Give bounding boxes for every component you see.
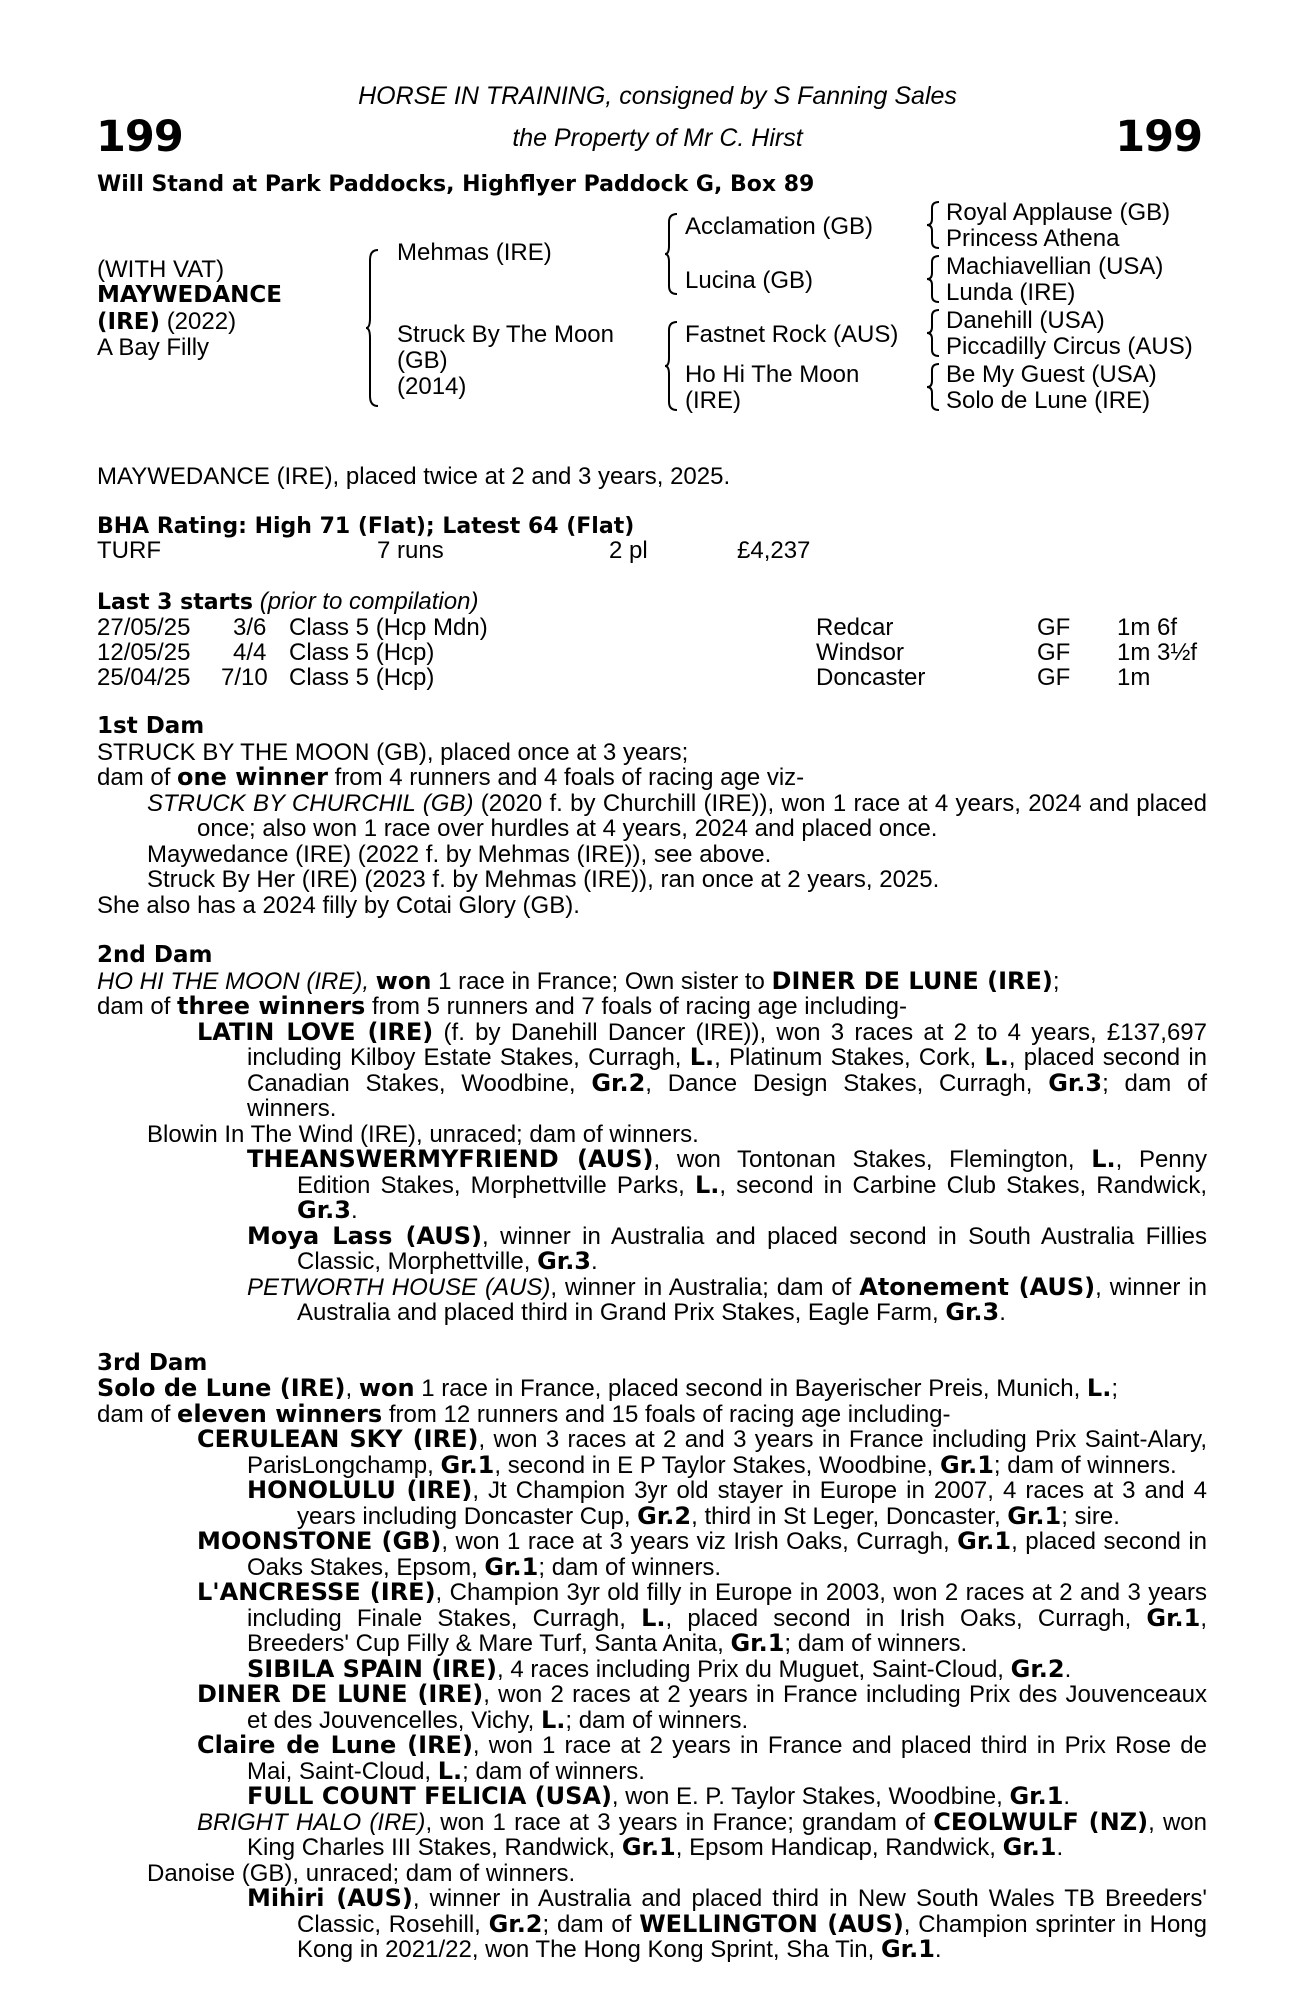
dam-line2: (GB)	[397, 347, 448, 374]
stand-location: Will Stand at Park Paddocks, Highflyer Paddock G, Box 89	[97, 172, 815, 197]
dam3-produce-cerulean: CERULEAN SKY (IRE), won 3 races at 2 and 3 years in France including Prix Saint-Alary, ParisLongchamp, Gr.1, second in E P Taylor Stakes, Woodbine, Gr.1; dam of winners.	[197, 1425, 1208, 1479]
dam-sire: Fastnet Rock (AUS)	[685, 321, 899, 348]
dam2-produce-latin-love: LATIN LOVE (IRE) (f. by Danehill Dancer (IRE)), won 3 races at 2 to 4 years, £137,697 including Kilboy Estate Stakes, Curragh, L., Platinum Stakes, Cork, L., placed second in Canadian Stakes, Woodbine, Gr.2, Dance Design Stakes, Curragh, Gr.3; dam of winners.	[197, 1017, 1207, 1122]
rating-earnings: £4,237	[737, 537, 811, 564]
rating-surface: TURF	[97, 537, 161, 564]
sire: Mehmas (IRE)	[397, 239, 552, 266]
pedigree-brace-g3-4	[927, 362, 943, 412]
dam2-line1: HO HI THE MOON (IRE), won 1 race in France; Own sister to DINER DE LUNE (IRE);	[97, 966, 1060, 995]
sire-sire: Acclamation (GB)	[685, 213, 874, 240]
dam2-heading: 2nd Dam	[97, 942, 213, 968]
vat-note: (WITH VAT)	[97, 256, 225, 283]
pedigree-brace-dam	[665, 320, 681, 412]
dam2-grand-moya: Moya Lass (AUS), winner in Australia and placed second in South Australia Fillies Classic, Morphettville, Gr.3.	[247, 1221, 1208, 1275]
lot-number-left: 199	[96, 112, 183, 162]
g3-dsd: Piccadilly Circus (AUS)	[946, 333, 1193, 360]
pedigree-brace-g3-2	[927, 254, 943, 304]
dam1-note: She also has a 2024 filly by Cotai Glory (GB).	[97, 891, 580, 919]
dam3-produce-danoise: Danoise (GB), unraced; dam of winners.	[147, 1859, 576, 1887]
start-row: 27/05/25 3/6 Class 5 (Hcp Mdn) Redcar GF 1m 6f	[97, 614, 1178, 641]
dam-dam-line1: Ho Hi The Moon	[685, 361, 860, 388]
dam1-produce-2: Maywedance (IRE) (2022 f. by Mehmas (IRE)), see above.	[147, 840, 772, 868]
pedigree-brace-g3-1	[927, 200, 943, 250]
g3-ssd: Princess Athena	[946, 225, 1120, 252]
dam3-produce-diner: DINER DE LUNE (IRE), won 2 races at 2 years in France including Prix des Jouvenceaux et des Jouvencelles, Vichy, L.; dam of winners.	[197, 1680, 1207, 1734]
sire-dam: Lucina (GB)	[685, 267, 814, 294]
dam3-line2: dam of eleven winners from 12 runners and 15 foals of racing age including-	[97, 1399, 951, 1428]
last-starts-heading: Last 3 starts (prior to compilation)	[97, 588, 479, 615]
dam2-produce-blowin: Blowin In The Wind (IRE), unraced; dam of winners.	[147, 1120, 699, 1148]
dam-line1: Struck By The Moon	[397, 321, 614, 348]
dam3-grand-fullcount: FULL COUNT FELICIA (USA), won E. P. Taylor Stakes, Woodbine, Gr.1.	[247, 1782, 1071, 1810]
dam3-grand-sibila: SIBILA SPAIN (IRE), 4 races including Prix du Muguet, Saint-Cloud, Gr.2.	[247, 1654, 1072, 1683]
g3-sss: Royal Applause (GB)	[946, 199, 1171, 226]
pedigree-brace-gen1	[366, 248, 386, 408]
dam3-line1: Solo de Lune (IRE), won 1 race in France, placed second in Bayerischer Preis, Munich, L.;	[97, 1374, 1119, 1402]
lot-number-right: 199	[1115, 112, 1202, 162]
g3-ddd: Solo de Lune (IRE)	[946, 387, 1151, 414]
last-starts-table	[97, 614, 1207, 689]
g3-dds: Be My Guest (USA)	[946, 361, 1157, 388]
g3-dss: Danehill (USA)	[946, 307, 1105, 334]
race-summary: MAYWEDANCE (IRE), placed twice at 2 and 3 years, 2025.	[97, 463, 731, 490]
dam3-produce-brighthalo: BRIGHT HALO (IRE), won 1 race at 3 years in France; grandam of CEOLWULF (NZ), won King Charles III Stakes, Randwick, Gr.1, Epsom Handicap, Randwick, Gr.1.	[197, 1807, 1207, 1861]
bha-rating: BHA Rating: High 71 (Flat); Latest 64 (Flat)	[97, 514, 635, 539]
dam3-heading: 3rd Dam	[97, 1349, 208, 1376]
property-line: the Property of Mr C. Hirst	[512, 124, 803, 152]
horse-description: A Bay Filly	[97, 334, 210, 361]
dams-section	[97, 714, 1207, 1963]
rating-runs: 7 runs	[377, 537, 444, 564]
rating-placed: 2 pl	[609, 537, 648, 564]
consignor-line: HORSE IN TRAINING, consigned by S Fanning Sales	[358, 82, 957, 110]
dam2-line2: dam of three winners from 5 runners and 7 foals of racing age including-	[97, 992, 907, 1020]
dam3-grand-mihiri: Mihiri (AUS), winner in Australia and placed third in New South Wales TB Breeders' Classic, Rosehill, Gr.2; dam of WELLINGTON (AUS), Champion sprinter in Hong Kong in 2021/22, won The Hong Kong Sprint, Sha Tin, Gr.1.	[247, 1884, 1207, 1963]
dam1-produce-3: Struck By Her (IRE) (2023 f. by Mehmas (IRE)), ran once at 2 years, 2025.	[147, 866, 940, 893]
dam3-produce-claire: Claire de Lune (IRE), won 1 race at 2 years in France and placed third in Prix Rose de Mai, Saint-Cloud, L.; dam of winners.	[197, 1731, 1207, 1785]
pedigree-brace-g3-3	[927, 308, 943, 358]
dam1-produce-1: STRUCK BY CHURCHIL (GB) (2020 f. by Churchill (IRE)), won 1 race at 4 years, 2024 and placed once; also won 1 race over hurdles at 4 years, 2024 and placed once.	[147, 789, 1208, 842]
g3-sdd: Lunda (IRE)	[946, 279, 1076, 306]
pedigree-brace-sire	[665, 212, 681, 296]
dam1-line2: dam of one winner from 4 runners and 4 foals of racing age viz-	[97, 763, 805, 791]
g3-sds: Machiavellian (USA)	[946, 253, 1164, 280]
start-row: 25/04/25 7/10 Class 5 (Hcp) Doncaster GF 1m	[97, 664, 1151, 691]
dam2-grand-petworth: PETWORTH HOUSE (AUS), winner in Australia; dam of Atonement (AUS), winner in Australia and placed third in Grand Prix Stakes, Eagle Farm, Gr.3.	[247, 1272, 1207, 1326]
dam-line3: (2014)	[397, 373, 467, 400]
dam3-produce-moonstone: MOONSTONE (GB), won 1 race at 3 years viz Irish Oaks, Curragh, Gr.1, placed second in Oaks Stakes, Epsom, Gr.1; dam of winners.	[197, 1527, 1207, 1581]
dam1-heading: 1st Dam	[97, 713, 205, 739]
horse-origin: (IRE) (2022)	[97, 308, 237, 335]
horse-name: MAYWEDANCE	[97, 282, 282, 308]
dam2-grand-theanswer: THEANSWERMYFRIEND (AUS), won Tontonan Stakes, Flemington, L., Penny Edition Stakes, Morphettville Parks, L., second in Carbine Club Stakes, Randwick, Gr.3.	[247, 1145, 1207, 1224]
dam-dam-line2: (IRE)	[685, 387, 741, 414]
dam3-grand-honolulu: HONOLULU (IRE), Jt Champion 3yr old stayer in Europe in 2007, 4 races at 3 and 4 years including Doncaster Cup, Gr.2, third in St Leger, Doncaster, Gr.1; sire.	[247, 1476, 1207, 1530]
start-row: 12/05/25 4/4 Class 5 (Hcp) Windsor GF 1m 3½f	[97, 639, 1198, 666]
dam1-line1: STRUCK BY THE MOON (GB), placed once at 3 years;	[97, 738, 689, 766]
dam3-produce-lancresse: L'ANCRESSE (IRE), Champion 3yr old filly in Europe in 2003, won 2 races at 2 and 3 years including Finale Stakes, Curragh, L., placed second in Irish Oaks, Curragh, Gr.1, Breeders' Cup Filly & Mare Turf, Santa Anita, Gr.1; dam of winners.	[197, 1578, 1207, 1657]
